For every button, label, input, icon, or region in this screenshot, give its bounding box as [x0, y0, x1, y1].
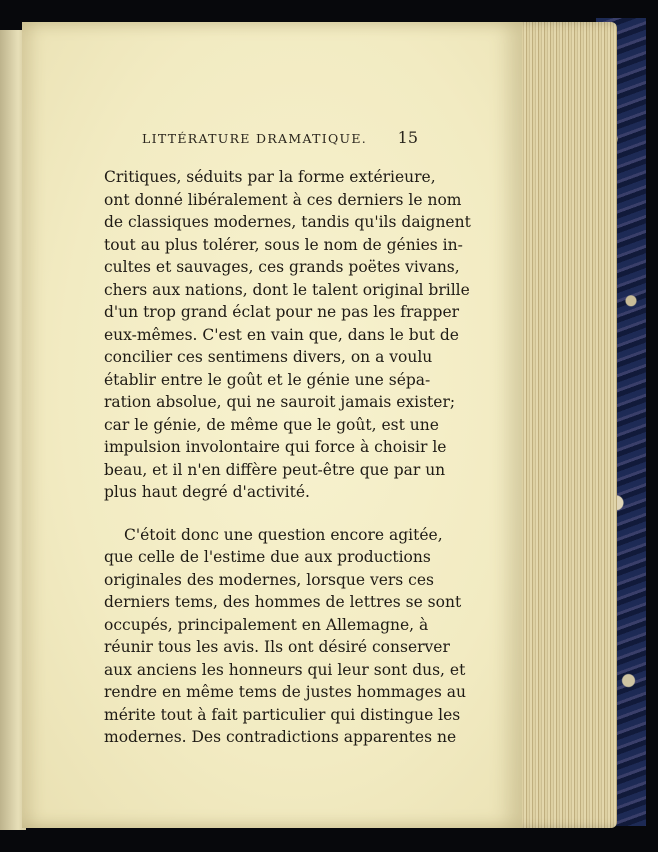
text-line: originales des modernes, lorsque vers ces — [104, 570, 434, 589]
text-line: établir entre le goût et le génie une sépa- — [104, 370, 431, 389]
text-line: concilier ces sentimens divers, on a voulu — [104, 348, 433, 366]
text-line: de classiques modernes, tandis qu'ils daignent — [104, 213, 471, 231]
text-line: car le génie, de même que le goût, est une — [104, 415, 439, 434]
text-line: impulsion involontaire qui force à choisir le — [104, 438, 447, 456]
text-line: cultes et sauvages, ces grands poëtes vivans, — [104, 258, 460, 276]
paragraph-2 — [104, 524, 466, 749]
book-page — [22, 22, 522, 828]
text-line: modernes. Des contradictions apparentes ne — [104, 728, 457, 746]
text-line: aux anciens les honneurs qui leur sont dus, et — [104, 660, 466, 679]
running-head: LITTÉRATURE DRAMATIQUE. — [142, 131, 368, 146]
text-line: réunir tous les avis. Ils ont désiré conserver — [104, 638, 450, 656]
text-line: chers aux nations, dont le talent original brille — [104, 280, 470, 299]
text-line: C'étoit donc une question encore agitée, — [124, 525, 443, 544]
body-text — [104, 166, 471, 749]
text-line: derniers tems, des hommes de lettres se sont — [104, 593, 462, 611]
text-line: beau, et il n'en diffère peut-être que par un — [104, 460, 446, 479]
text-line: tout au plus tolérer, sous le nom de génies in- — [104, 235, 463, 254]
text-line: mérite tout à fait particulier qui distingue les — [104, 705, 461, 724]
text-line: occupés, principalement en Allemagne, à — [104, 615, 429, 634]
text-line: eux-mêmes. C'est en vain que, dans le but de — [104, 325, 459, 344]
paragraph-1 — [104, 166, 471, 504]
text-line: que celle de l'estime due aux productions — [104, 548, 431, 566]
text-line: ont donné libéralement à ces derniers le nom — [104, 190, 462, 209]
page-header — [142, 128, 418, 156]
text-line: Critiques, séduits par la forme extérieure, — [104, 168, 436, 186]
text-line: plus haut degré d'activité. — [104, 483, 310, 501]
text-line: ration absolue, qui ne sauroit jamais exister; — [104, 393, 456, 411]
text-line: rendre en même tems de justes hommages au — [104, 683, 466, 701]
page-number: 15 — [397, 128, 418, 147]
text-line: d'un trop grand éclat pour ne pas les frapper — [104, 303, 460, 321]
